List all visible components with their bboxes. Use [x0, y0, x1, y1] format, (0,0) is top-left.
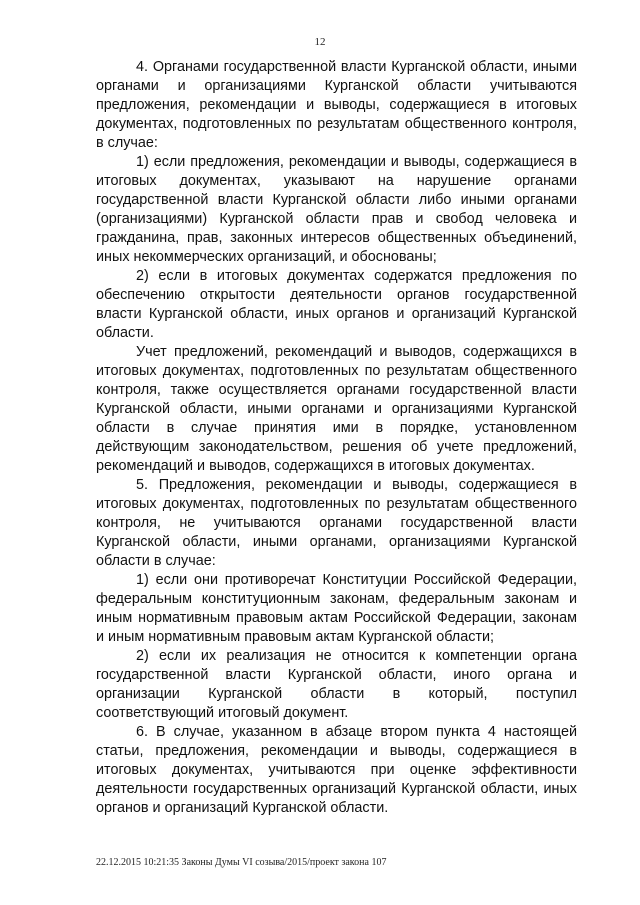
- paragraph-clause-4-item-2: 2) если в итоговых документах содержатся предложения по обеспечению открытости деятельности органов государственной власти Курганской области, иных органов и организаций Курганской области.: [96, 268, 577, 341]
- paragraph-clause-5-item-2: 2) если их реализация не относится к компетенции органа государственной власти Курганской области, иного органа и организации Курганской области в который, поступил соответствующий итоговый документ.: [96, 648, 577, 721]
- paragraph-clause-5: 5. Предложения, рекомендации и выводы, содержащиеся в итоговых документах, подготовленных по результатам общественного контроля, не учитываются органами государственной власти Курганской области, иными органами, организациями Курганской области в случае:: [96, 477, 577, 569]
- page-footer: 22.12.2015 10:21:35 Законы Думы VI созыва/2015/проект закона 107: [96, 857, 387, 868]
- paragraph-clause-4-item-1: 1) если предложения, рекомендации и выводы, содержащиеся в итоговых документах, указывают на нарушение органами государственной власти Курганской области либо иными органами (организациями) Курганской области прав и свобод человека и гражданина, прав, законных интересов общественных объединений, иных некоммерческих организаций, и обоснованы;: [96, 154, 577, 265]
- paragraph-clause-4-note: Учет предложений, рекомендаций и выводов, содержащихся в итоговых документах, подготовленных по результатам общественного контроля, также осуществляется органами государственной власти Курганской области, иными органами и организациями Курганской области в случае принятия ими в порядке, установленном действующим законодательством, решения об учете предложений, рекомендаций и выводов, содержащихся в итоговых документах.: [96, 344, 577, 474]
- page-number: 12: [314, 36, 326, 48]
- paragraph-clause-5-item-1: 1) если они противоречат Конституции Российской Федерации, федеральным конституционным законам, федеральным законам и иным нормативным правовым актам Российской Федерации, законам и иным нормативным правовым актам Курганской области;: [96, 572, 577, 645]
- document-body: [96, 58, 577, 818]
- paragraph-clause-4: 4. Органами государственной власти Курганской области, иными органами и организациями Курганской области учитываются предложения, рекомендации и выводы, содержащиеся в итоговых документах, подготовленных по результатам общественного контроля, в случае:: [96, 59, 577, 151]
- paragraph-clause-6: 6. В случае, указанном в абзаце втором пункта 4 настоящей статьи, предложения, рекомендации и выводы, содержащиеся в итоговых документах, учитываются при оценке эффективности деятельности государственных организаций Курганской области, иных органов и организаций Курганской области.: [96, 724, 577, 816]
